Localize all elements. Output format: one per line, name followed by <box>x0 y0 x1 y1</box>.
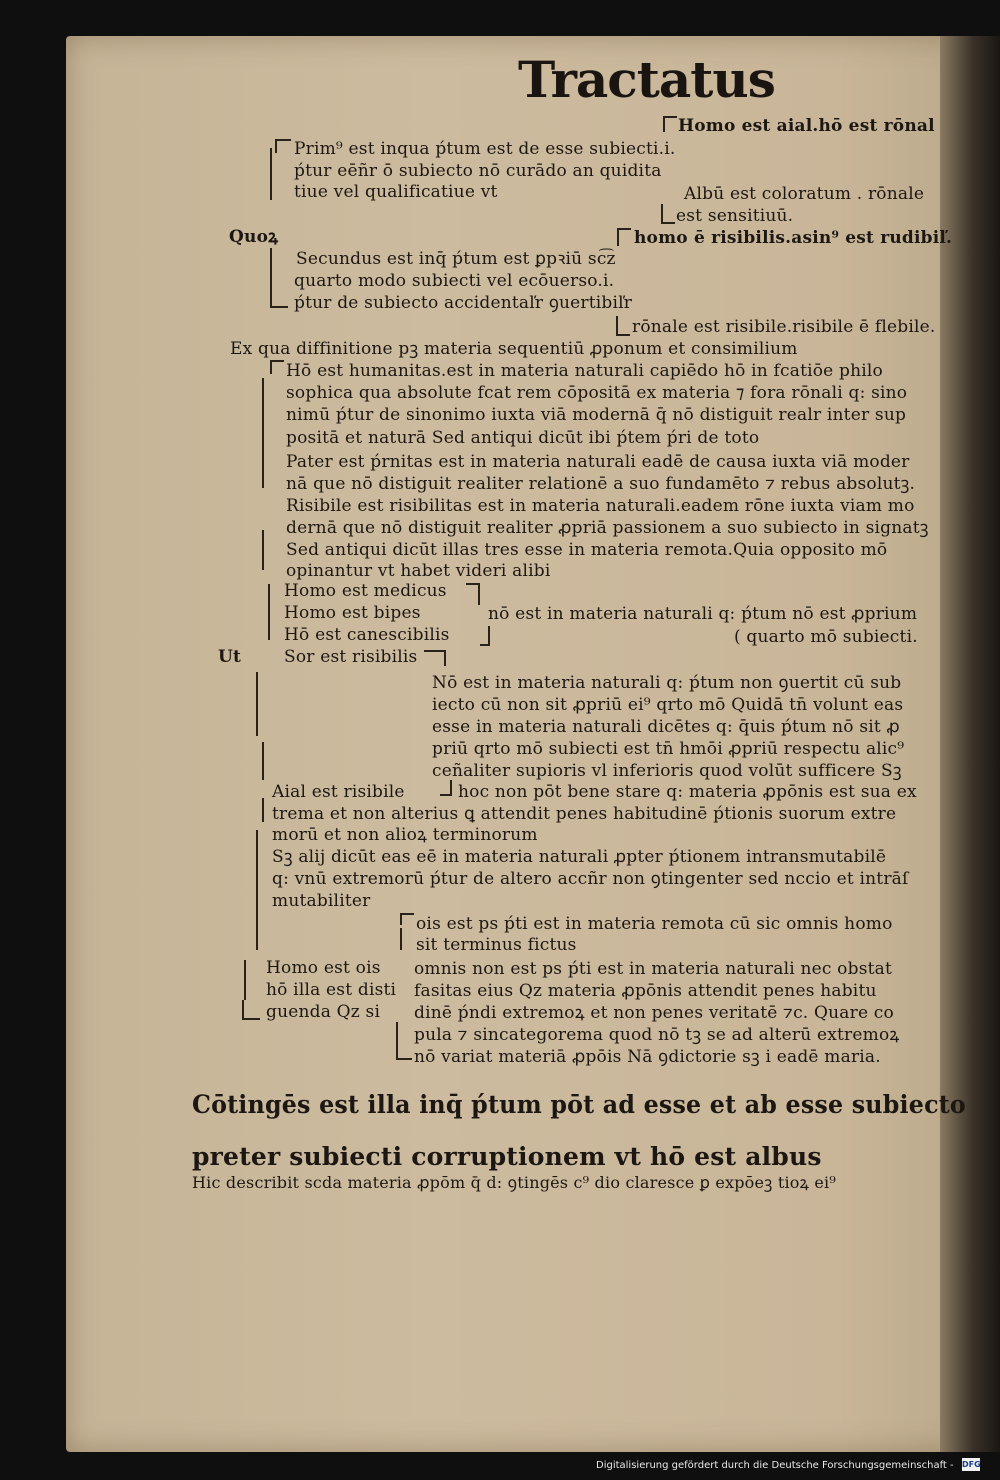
text-line: opinantur vt habet videri alibi <box>286 561 551 581</box>
bracket <box>270 148 274 200</box>
text-line: nō variat materiā ꝓpōis Nā ꝯdictorie sꝫ i eadē maria. <box>414 1047 881 1067</box>
bracket <box>262 742 266 780</box>
bracket <box>270 360 284 374</box>
bracket <box>262 798 266 822</box>
text-line: Sꝫ alij dicūt eas eē in materia naturali ꝓpter ṕtionem intransmutabilē <box>272 847 887 867</box>
text-line: Aial est risibile <box>272 782 405 802</box>
bracket <box>424 650 446 666</box>
heading-line: Cōtingēs est illa inq̄ ṕtum pōt ad esse et ab esse subiecto <box>192 1090 966 1119</box>
text-line: Homo est aial.hō est rōnal <box>678 116 935 136</box>
text-line: Sor est risibilis <box>284 647 418 667</box>
bracket <box>661 204 675 224</box>
text-line: rōnale est risibile.risibile ē flebile. <box>632 317 936 337</box>
bracket <box>440 780 452 796</box>
bracket <box>256 672 260 736</box>
text-line: sit terminus fictus <box>416 935 577 955</box>
text-line: dinē ṕndi extremoꝝ et non penes veritatē ⁊c. Quare co <box>414 1003 894 1023</box>
text-line: guenda Qz si <box>266 1002 381 1022</box>
text-line: ( quarto mō subiecti. <box>734 627 918 647</box>
heading-line: preter subiecti corruptionem vt hō est albus <box>192 1142 822 1171</box>
text-line: Nō est in materia naturali q: ṕtum non ꝯuertit cū sub <box>432 673 902 693</box>
text-line: fasitas eius Qz materia ꝓpōnis attendit penes habitu <box>414 981 877 1001</box>
bracket <box>396 1022 400 1042</box>
text-line: nā que nō distiguit realiter relationē a suo fundamēto ⁊ rebus absolutꝫ. <box>286 474 916 494</box>
text-line: morū et non alioꝝ terminorum <box>272 825 538 845</box>
bracket <box>466 583 480 605</box>
text-line: q: vnū extremorū ṕtur de altero accñr non ꝯtingenter sed nccio et intrāſ <box>272 869 909 889</box>
text-line: Homo est bipes <box>284 603 421 623</box>
text-line: Hō est canescibilis <box>284 625 450 645</box>
text-line: ṕtur de subiecto accidentaľr ꝯuertibiľr <box>294 293 633 313</box>
text-line: Hō est humanitas.est in materia naturali capiēdo hō in fcatiōe philo <box>286 361 883 381</box>
text-line: homo ē risibilis.asin⁹ est rudibiľ. <box>634 228 953 248</box>
text-line: Prim⁹ est inqua ṕtum est de esse subiecti.i. <box>294 139 676 159</box>
margin-label: Quoꝝ <box>229 227 279 247</box>
text-line: Sed antiqui dicūt illas tres esse in materia remota.Quia opposito mō <box>286 540 888 560</box>
text-line: trema et non alterius ꝗ attendit penes habitudinē ṕtionis suorum extre <box>272 804 897 824</box>
text-line: ceñaliter supioris vl inferioris quod volūt sufficere Sꝫ <box>432 761 902 781</box>
text-line: dernā que nō distiguit realiter ꝓpriā passionem a suo subiecto in signatꝫ <box>286 518 929 538</box>
bracket <box>244 960 248 1000</box>
text-line: nimū ṕtur de sinonimo iuxta viā modernā q̄ nō distiguit realr inter sup <box>286 405 907 425</box>
text-line: tiue vel qualificatiue vt <box>294 182 498 202</box>
bracket <box>480 626 490 646</box>
text-line: sophica qua absolute fcat rem cōpositā ex materia ⁊ fora rōnali q: sino <box>286 383 908 403</box>
bracket <box>270 248 274 286</box>
text-line: Homo est ois <box>266 958 381 978</box>
bracket <box>270 286 288 308</box>
bracket <box>617 228 631 246</box>
text-line: Pater est ṕrnitas est in materia naturali eadē de causa iuxta viā moder <box>286 452 910 472</box>
text-line: ṕtur eēñr ō subiecto nō curādo an quidita <box>294 161 662 181</box>
text-line: quarto modo subiecti vel ecōuerso.i. <box>294 271 615 291</box>
text-line: hoc non pōt bene stare q: materia ꝓpōnis est sua ex <box>458 782 917 802</box>
digitization-credit: Digitalisierung gefördert durch die Deutsche Forschungsgemeinschaft - <box>596 1460 954 1471</box>
page-title: Tractatus <box>518 50 775 109</box>
text-line: pula ⁊ sincategorema quod nō tꝫ se ad alterū extremoꝝ <box>414 1025 900 1045</box>
text-line: Secundus est inq̄ ṕtum est ꝑpꝛiū sc͡z <box>296 249 616 269</box>
text-line: omnis non est ps ṕti est in materia naturali nec obstat <box>414 959 893 979</box>
margin-label: Ut <box>218 647 242 667</box>
text-line: Risibile est risibilitas est in materia naturali.eadem rōne iuxta viam mo <box>286 496 915 516</box>
text-line: est sensitiuū. <box>676 206 794 226</box>
text-line: nō est in materia naturali q: ṕtum nō est ꝓprium <box>488 604 918 624</box>
text-line: Albū est coloratum . rōnale <box>684 184 925 204</box>
bracket <box>262 530 266 570</box>
text-line: positā et naturā Sed antiqui dicūt ibi ṕtem ṕri de toto <box>286 428 760 448</box>
bracket <box>400 928 404 950</box>
bracket <box>396 1042 412 1060</box>
text-line: priū qrto mō subiecti est tn̄ hmōi ꝓpriū respectu alic⁹ <box>432 739 905 759</box>
text-line: hō illa est disti <box>266 980 397 1000</box>
bracket <box>400 913 414 925</box>
text-line: ois est ps ṕti est in materia remota cū sic omnis homo <box>416 914 893 934</box>
text-line: iecto cū non sit ꝓpriū ei⁹ qrto mō Quidā tn̄ volunt eas <box>432 695 904 715</box>
bracket <box>262 378 266 488</box>
bracket <box>616 316 630 336</box>
bracket <box>242 1000 260 1020</box>
text-line: Homo est medicus <box>284 581 447 601</box>
text-line: mutabiliter <box>272 891 371 911</box>
text-line: Ex qua diffinitione pꝫ materia sequentiū ꝓponum et consimilium <box>230 339 798 359</box>
bracket <box>663 116 677 132</box>
text-line: Hic describit scda materia ꝓpōm q̄ d: ꝯtingēs c⁹ dio claresce ꝑ expōeꝫ tioꝝ ei⁹ <box>192 1173 836 1192</box>
text-line: esse in materia naturali dicētes q: q̄uis ṕtum nō sit ꝓ <box>432 717 900 737</box>
bracket <box>275 139 291 153</box>
bracket <box>256 830 260 950</box>
dfg-logo: DFG <box>962 1460 981 1469</box>
bracket <box>268 584 272 640</box>
